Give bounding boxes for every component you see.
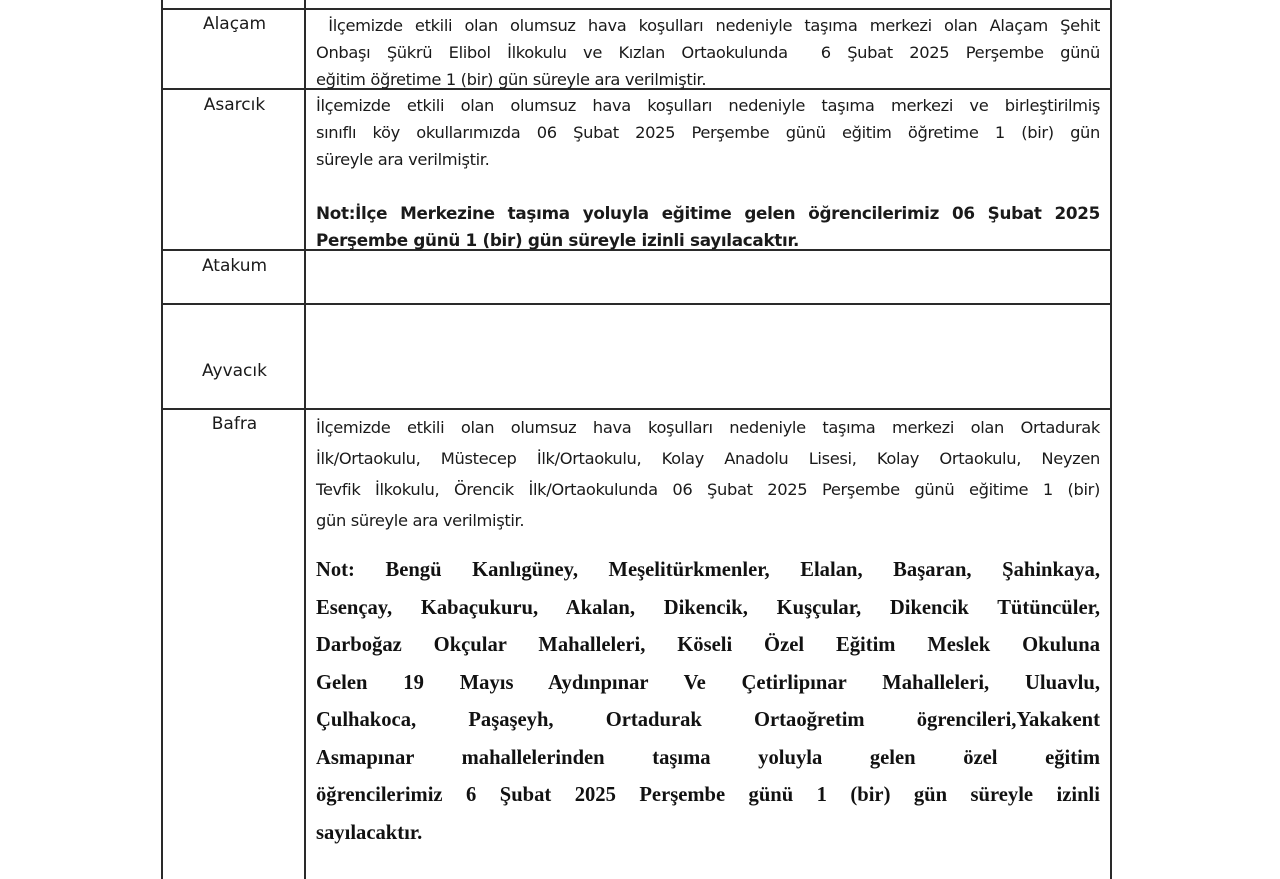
note-line: sayılacaktır. (316, 821, 423, 844)
district-notice-alacam (316, 12, 1100, 93)
row-divider (162, 8, 1112, 10)
district-notice-bafra (316, 412, 1100, 852)
note-line: Çulhakoca, Paşaşeyh, Ortadurak Ortaoğretim ögrencileri,Yakakent (316, 709, 1100, 731)
district-name-asarcik: Asarcık (203, 95, 266, 115)
table-column-divider (304, 0, 306, 879)
notice-line: Onbaşı Şükrü Elibol İlkokulu ve Kızlan Ortaokulunda 6 Şubat 2025 Perşembe günü (316, 43, 1100, 62)
note-line: Darboğaz Okçular Mahalleleri, Köseli Özel Eğitim Meslek Okuluna (316, 634, 1100, 656)
notice-line: Tevfik İlkokulu, Örencik İlk/Ortaokulunda 06 Şubat 2025 Perşembe günü eğitime 1 (bir) (316, 480, 1100, 499)
district-name-atakum: Atakum (201, 256, 268, 276)
table-border-left (161, 0, 163, 879)
note-line: Asmapınar mahallelerinden taşıma yoluyla gelen özel eğitim (316, 746, 1100, 769)
notice-line: süreyle ara verilmiştir. (316, 150, 490, 169)
district-notice-ayvacik (316, 310, 1100, 400)
notice-line: İlk/Ortaokulu, Müstecep İlk/Ortaokulu, Kolay Anadolu Lisesi, Kolay Ortaokulu, Neyzen (316, 449, 1100, 468)
notice-line: eğitim öğretime 1 (bir) gün süreyle ara verilmiştir. (316, 70, 707, 89)
notice-line: İlçemizde etkili olan olumsuz hava koşulları nedeniyle taşıma merkezi olan Alaçam Şehit (316, 16, 1100, 35)
row-divider (162, 408, 1112, 410)
district-notice-asarcik (316, 92, 1100, 254)
notice-line: İlçemizde etkili olan olumsuz hava koşulları nedeniyle taşıma merkezi olan Ortadurak (316, 418, 1100, 437)
district-name-alacam: Alaçam (202, 14, 267, 34)
row-divider (162, 303, 1112, 305)
note-line: Not: Bengü Kanlıgüney, Meşelitürkmenler, Elalan, Başaran, Şahinkaya, (316, 559, 1100, 581)
note-line: Not:İlçe Merkezine taşıma yoluyla eğitime gelen öğrencilerimiz 06 Şubat 2025 (316, 203, 1100, 223)
note-line: Esençay, Kabaçukuru, Akalan, Dikencik, Kuşçular, Dikencik Tütüncüler, (316, 596, 1100, 619)
note-line: Gelen 19 Mayıs Aydınpınar Ve Çetirlipınar Mahalleleri, Uluavlu, (316, 671, 1100, 694)
note-line: öğrencilerimiz 6 Şubat 2025 Perşembe günü 1 (bir) gün süreyle izinli (316, 784, 1100, 806)
table-border-right (1110, 0, 1112, 879)
notice-line: İlçemizde etkili olan olumsuz hava koşulları nedeniyle taşıma merkezi ve birleştirilmiş (316, 96, 1100, 115)
district-name-ayvacik: Ayvacık (202, 361, 267, 381)
district-name-bafra: Bafra (211, 414, 258, 434)
notice-line: gün süreyle ara verilmiştir. (316, 511, 525, 530)
note-line: Perşembe günü 1 (bir) gün süreyle izinli sayılacaktır. (316, 230, 800, 250)
district-notice-atakum (316, 256, 1100, 296)
notice-line: sınıflı köy okullarımızda 06 Şubat 2025 Perşembe günü eğitim öğretime 1 (bir) gün (316, 123, 1100, 142)
